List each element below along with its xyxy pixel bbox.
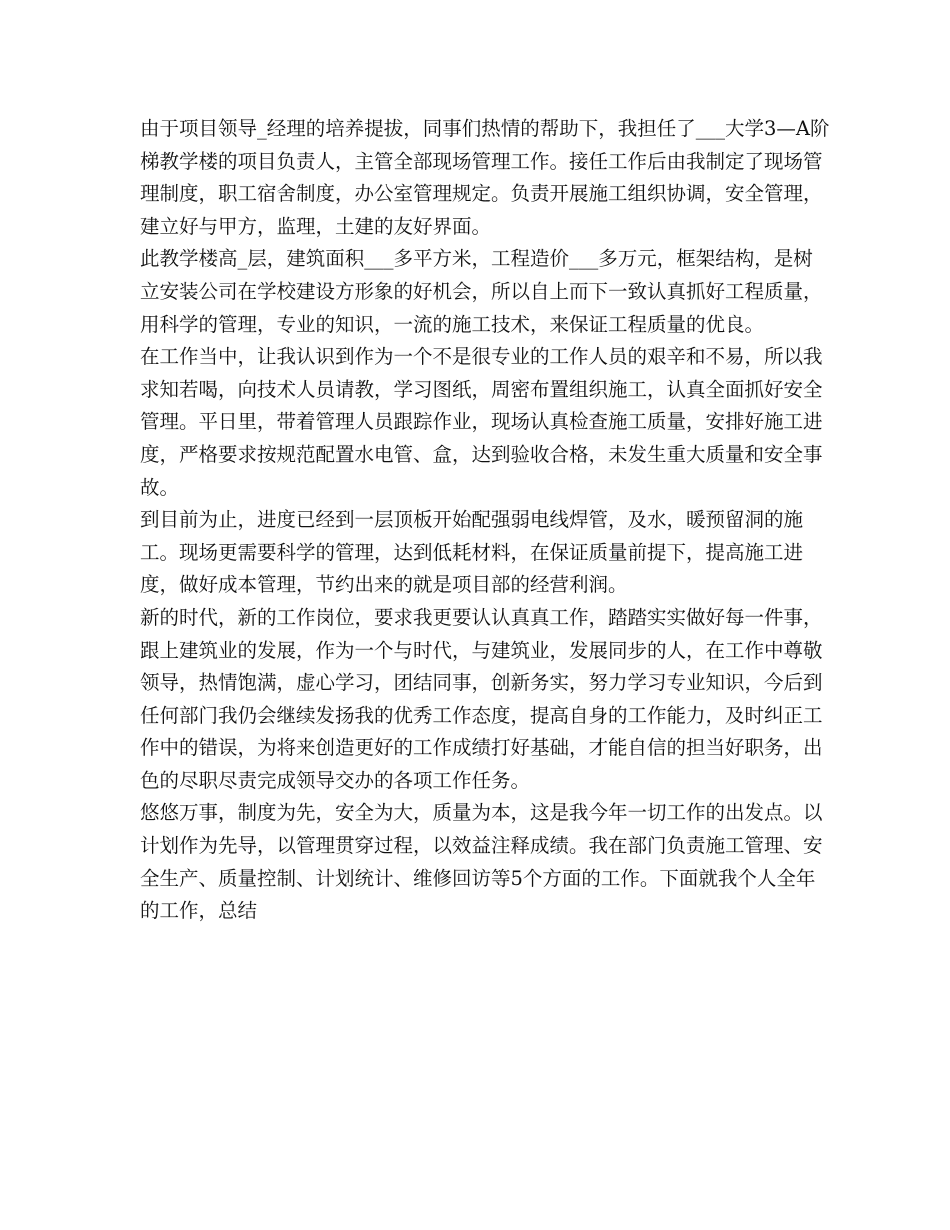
paragraph-progress: 到目前为止，进度已经到一层顶板开始配强弱电线焊管，及水，暖预留洞的施工。现场更需要科学的管理，达到低耗材料，在保证质量前提下，提高施工进度，做好成本管理，节约出来的就是项目部的经营利润。 [140, 508, 804, 597]
paragraph-building-info: 此教学楼高_层，建筑面积___多平方米，工程造价___多万元，框架结构，是树立安装公司在学校建设方形象的好机会，所以自上而下一致认真抓好工程质量，用科学的管理，专业的知识，一流的施工技术，来保证工程质量的优良。 [140, 247, 823, 336]
paragraph-project-role: 由于项目领导_经理的培养提拔，同事们热情的帮助下，我担任了___大学3—A阶梯教学楼的项目负责人，主管全部现场管理工作。接任工作后由我制定了现场管理制度，职工宿舍制度，办公室管理规定。负责开展施工组织协调，安全管理，建立好与甲方，监理，土建的友好界面。 [140, 117, 830, 238]
paragraph-work-experience: 在工作当中，让我认识到作为一个不是很专业的工作人员的艰辛和不易，所以我求知若喝，向技术人员请教，学习图纸，周密布置组织施工，认真全面抓好安全管理。平日里，带着管理人员跟踪作业，现场认真检查施工质量，安排好施工进度，严格要求按规范配置水电管、盒，达到验收合格，未发生重大质量和安全事故。 [140, 345, 823, 499]
paragraph-summary: 悠悠万事，制度为先，安全为大，质量为本，这是我今年一切工作的出发点。以计划作为先导，以管理贯穿过程，以效益注释成绩。我在部门负责施工管理、安全生产、质量控制、计划统计、维修回访等5个方面的工作。下面就我个人全年的工作，总结 [140, 801, 823, 923]
paragraph-new-era: 新的时代，新的工作岗位，要求我更要认认真真工作，踏踏实实做好每一件事，跟上建筑业的发展，作为一个与时代，与建筑业，发展同步的人，在工作中尊敬领导，热情饱满，虚心学习，团结同事，创新务实，努力学习专业知识，今后到任何部门我仍会继续发扬我的优秀工作态度，提高自身的工作能力，及时纠正工作中的错误，为将来创造更好的工作成绩打好基础，才能自信的担当好职务，出色的尽职尽责完成领导交办的各项工作任务。 [140, 605, 823, 792]
document-body [140, 113, 830, 928]
